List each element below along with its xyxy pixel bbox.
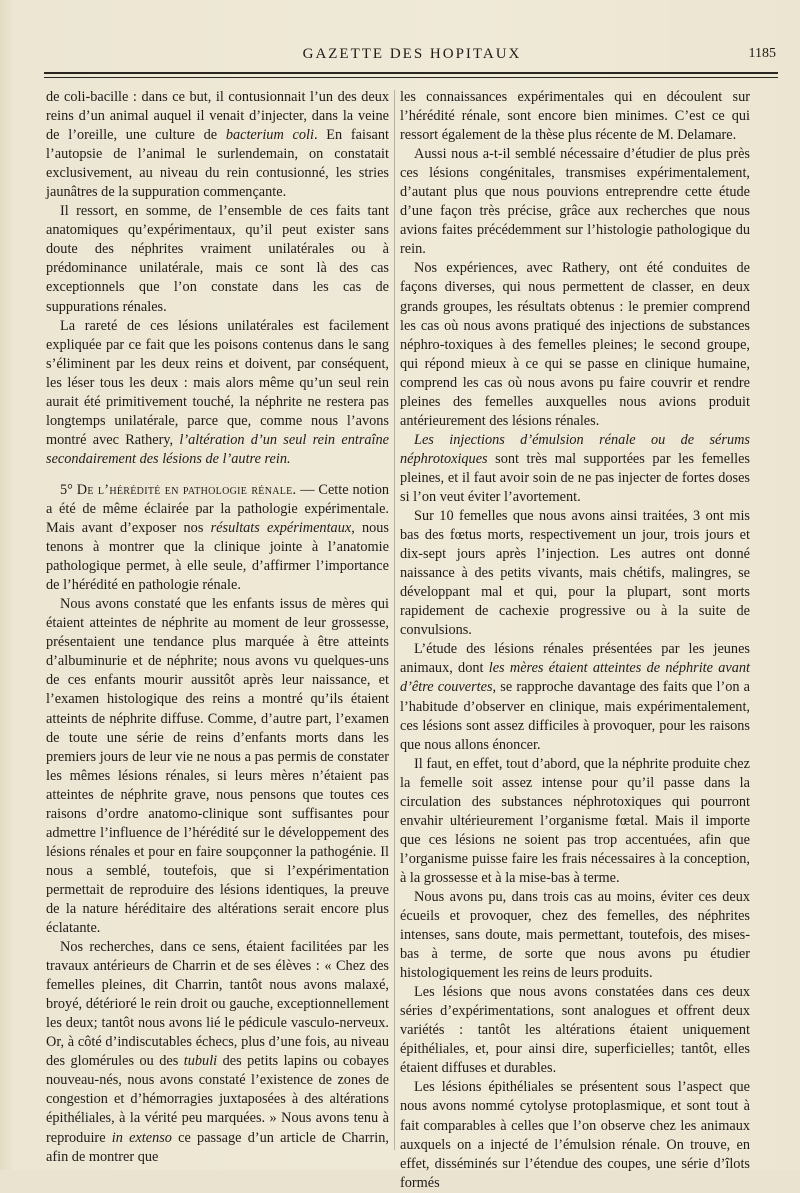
text-run: Nos expériences, avec Rathery, ont été conduites de façons diverses, qui nous permettent de classer, en deux grands groupes, les résultats obtenus : le premier comprend les cas où nous avons pratiqué des injections de substances néphro-toxiques à des femelles pleines; le second groupe, qui répond mieux à ce qui se passe en clinique humaine, comprend les cas où nous avons pu faire couvrir et rendre pleines des femelles auxquelles nous avions produit antérieurement des lésions rénales. bbox=[400, 260, 750, 429]
header-rule-thick bbox=[44, 72, 778, 74]
paragraph bbox=[46, 317, 389, 469]
text-run: Nos recherches, dans ce sens, étaient facilitées par les travaux antérieurs de Charrin et de ses élèves : « Chez des femelles pleines, dit Charrin, tantôt nous avons malaxé, broyé, détérioré le rein droit ou gauche, exceptionnellement les deux; tantôt nous avons lié le pédicule vasculo-nerveux. Or, à côté d’indiscutables échecs, plus d’une fois, au niveau des glomérules ou des bbox=[46, 939, 389, 1070]
paragraph bbox=[46, 88, 389, 202]
text-run: — Cette notion a été de même éclairée par la pathologie expérimentale. Mais avant d’exposer nos bbox=[46, 481, 389, 537]
text-run: , nous tenons à montrer que la clinique jointe à l’anatomie pathologique permet, à elle seule, d’affirmer l’importance de l’hérédité en pathologie rénale. bbox=[46, 520, 389, 594]
paragraph bbox=[400, 507, 750, 640]
paragraph bbox=[46, 595, 389, 938]
italic-text: bacterium coli bbox=[225, 127, 314, 144]
text-run: ce passage d’un article de Charrin, afin de montrer que bbox=[46, 1129, 389, 1165]
text-run: sont très mal supportées par les femelles pleines, et il faut avoir soin de ne pas injecter de fortes doses si l’on veut éviter l’avortement. bbox=[400, 450, 750, 505]
text-run: Les lésions épithéliales se présentent sous l’aspect que nous avons nommé cytolyse protoplasmique, et sont tout à fait comparables à celles que l’on observe chez les animaux auxquels on a injecté de l’émulsion rénale. On trouve, en effet, disséminés sur l’étendue des coupes, une série d’îlots formés bbox=[400, 1079, 750, 1191]
section-heading: De l’hérédité en pathologie rénale. bbox=[76, 481, 297, 498]
paragraph bbox=[400, 88, 750, 145]
paragraph bbox=[46, 202, 389, 316]
paragraph bbox=[46, 481, 389, 595]
page-number: 1185 bbox=[748, 46, 776, 61]
paragraph bbox=[400, 888, 750, 983]
text-run: Sur 10 femelles que nous avons ainsi traitées, 3 ont mis bas des fœtus morts, respectivement un jour, trois jours et dix-sept jours après l’injection. Les autres ont donné naissance à des petits vivants, mais chétifs, malingres, se développant mal et qui, pour la plupart, sont morts rapidement de cachexie progressive ou à la suite de convulsions. bbox=[400, 508, 750, 639]
paragraph bbox=[400, 755, 750, 888]
text-run: Il ressort, en somme, de l’ensemble de ces faits tant anatomiques qu’expérimentaux, qu’il peut exister sans doute des néphrites vraiment unilatérales ou à prédominance unilatérale, mais ce sont là des cas exceptionnels que l’on constate dans les cas de suppurations rénales. bbox=[46, 203, 389, 315]
left-column bbox=[46, 88, 389, 1167]
text-run: Aussi nous a-t-il semblé nécessaire d’étudier de plus près ces lésions congénitales, transmises expérimentalement, d’autant plus que nous pouvions entreprendre cette étude d’une façon très précise, grâce aux recherches que nous avions faites précédemment sur l’histologie pathologique du rein. bbox=[400, 146, 750, 258]
header-rule-thin bbox=[44, 77, 778, 78]
right-column bbox=[400, 88, 750, 1193]
page-header bbox=[44, 44, 780, 68]
text-run: Il faut, en effet, tout d’abord, que la néphrite produite chez la femelle soit assez intense pour qu’il passe dans la circulation des substances néphrotoxiques qui pourront envahir ultérieurement l’organisme fœtal. Mais il importe que ces lésions ne soient pas trop accentuées, afin que l’organisme puisse faire les frais nécessaires à la conception, à la grossesse et à la mise-bas à terme. bbox=[400, 755, 750, 886]
paragraph bbox=[400, 640, 750, 754]
text-run: Les lésions que nous avons constatées dans ces deux séries d’expérimentations, sont analogues et offrent deux variétés : tantôt les altérations étaient uniquement épithéliales, et, pour ainsi dire, superficielles; tantôt, elles étaient diffuses et durables. bbox=[400, 984, 750, 1077]
italic-text: les mères étaient atteintes de néphrite avant d’être couvertes bbox=[400, 660, 750, 696]
running-title: GAZETTE DES HOPITAUX bbox=[302, 46, 522, 62]
italic-text: l’altération d’un seul rein entraîne secondairement des lésions de l’autre rein. bbox=[46, 431, 389, 467]
italic-text: in extenso bbox=[111, 1129, 172, 1146]
paragraph bbox=[400, 259, 750, 430]
text-run: 5° bbox=[60, 481, 77, 498]
text-run: Nous avons constaté que les enfants issus de mères qui étaient atteintes de néphrite au moment de leur grossesse, présentaient une tendance plus marquée à être atteints d’albuminurie et de néphrite; nous avons vu quelques-uns de ces enfants mourir aussitôt après leur naissance, et l’examen histologique des reins a montré qu’ils étaient atteints de néphrite diffuse. Comme, d’autre part, l’examen de toute une série de reins d’enfants morts dans les premiers jours de leur vie ne nous a pas permis de constater les mêmes lésions rénales, si leurs mères n’étaient pas atteintes de néphrite grave, nous pensons que toutes ces raisons d’ordre anatomo-clinique sont suffisantes pour admettre l’influence de l’hérédité sur le développement des lésions rénales et pour en faire soupçonner la pathogénie. Il nous a semblé, toutefois, que si l’expérimentation permettait de reproduire des lésions identiques, la preuve de la nature héréditaire des altérations serait encore plus éclatante. bbox=[46, 596, 389, 937]
italic-text: tubuli bbox=[183, 1053, 218, 1070]
text-run: les connaissances expérimentales qui en découlent sur l’hérédité rénale, sont encore bien minimes. C’est ce qui ressort également de la thèse plus récente de M. Delamare. bbox=[400, 89, 750, 144]
text-run: . En faisant l’autopsie de l’animal le surlendemain, on constatait exclusivement, au niveau du rein contusionné, les stries jaunâtres de la suppuration commençante. bbox=[46, 127, 389, 201]
paragraph bbox=[400, 431, 750, 507]
paragraph bbox=[400, 983, 750, 1078]
text-run: L’étude des lésions rénales présentées par les jeunes animaux, dont bbox=[400, 641, 750, 677]
italic-text: Les injections d’émulsion rénale ou de sérums néphrotoxiques bbox=[400, 431, 750, 467]
text-run: de coli-bacille : dans ce but, il contusionnait l’un des deux reins d’un animal auquel il venait d’injecter, dans la veine de l’oreille, une culture de bbox=[46, 89, 389, 144]
paragraph bbox=[46, 938, 389, 1167]
paragraph bbox=[400, 145, 750, 259]
paragraph bbox=[400, 1078, 750, 1192]
column-divider bbox=[394, 90, 395, 1150]
text-run: des petits lapins ou cobayes nouveau-nés, nous avons constaté l’existence de zones de congestion et d’hémorragies juxtaposées à des altérations épithéliales, à la vérité peu marquées. » Nous avons tenu à reproduire bbox=[46, 1053, 389, 1146]
text-run: Nous avons pu, dans trois cas au moins, éviter ces deux écueils et provoquer, chez des femelles, des néphrites intenses, sans doute, mais permettant, toutefois, des mises-bas à terme, de sorte que nous avons pu étudier histologiquement les reins de leurs produits. bbox=[400, 888, 750, 982]
text-run: , se rapproche davantage des faits que l’on a l’habitude d’observer en clinique, mais expérimentalement, ces lésions sont assez difficiles à provoquer, pour les raisons que nous allons énoncer. bbox=[400, 679, 750, 753]
text-run: La rareté de ces lésions unilatérales est facilement expliquée par ce fait que les poisons contenus dans le sang s’éliminent par les deux reins et doivent, par conséquent, les léser tous les deux : mais alors même qu’un seul rein aurait été primitivement touché, la néphrite ne restera pas longtemps unilatérale, parce que, comme nous l’avons montré avec Rathery, bbox=[46, 317, 389, 448]
italic-text: résultats expérimentaux bbox=[210, 520, 352, 537]
